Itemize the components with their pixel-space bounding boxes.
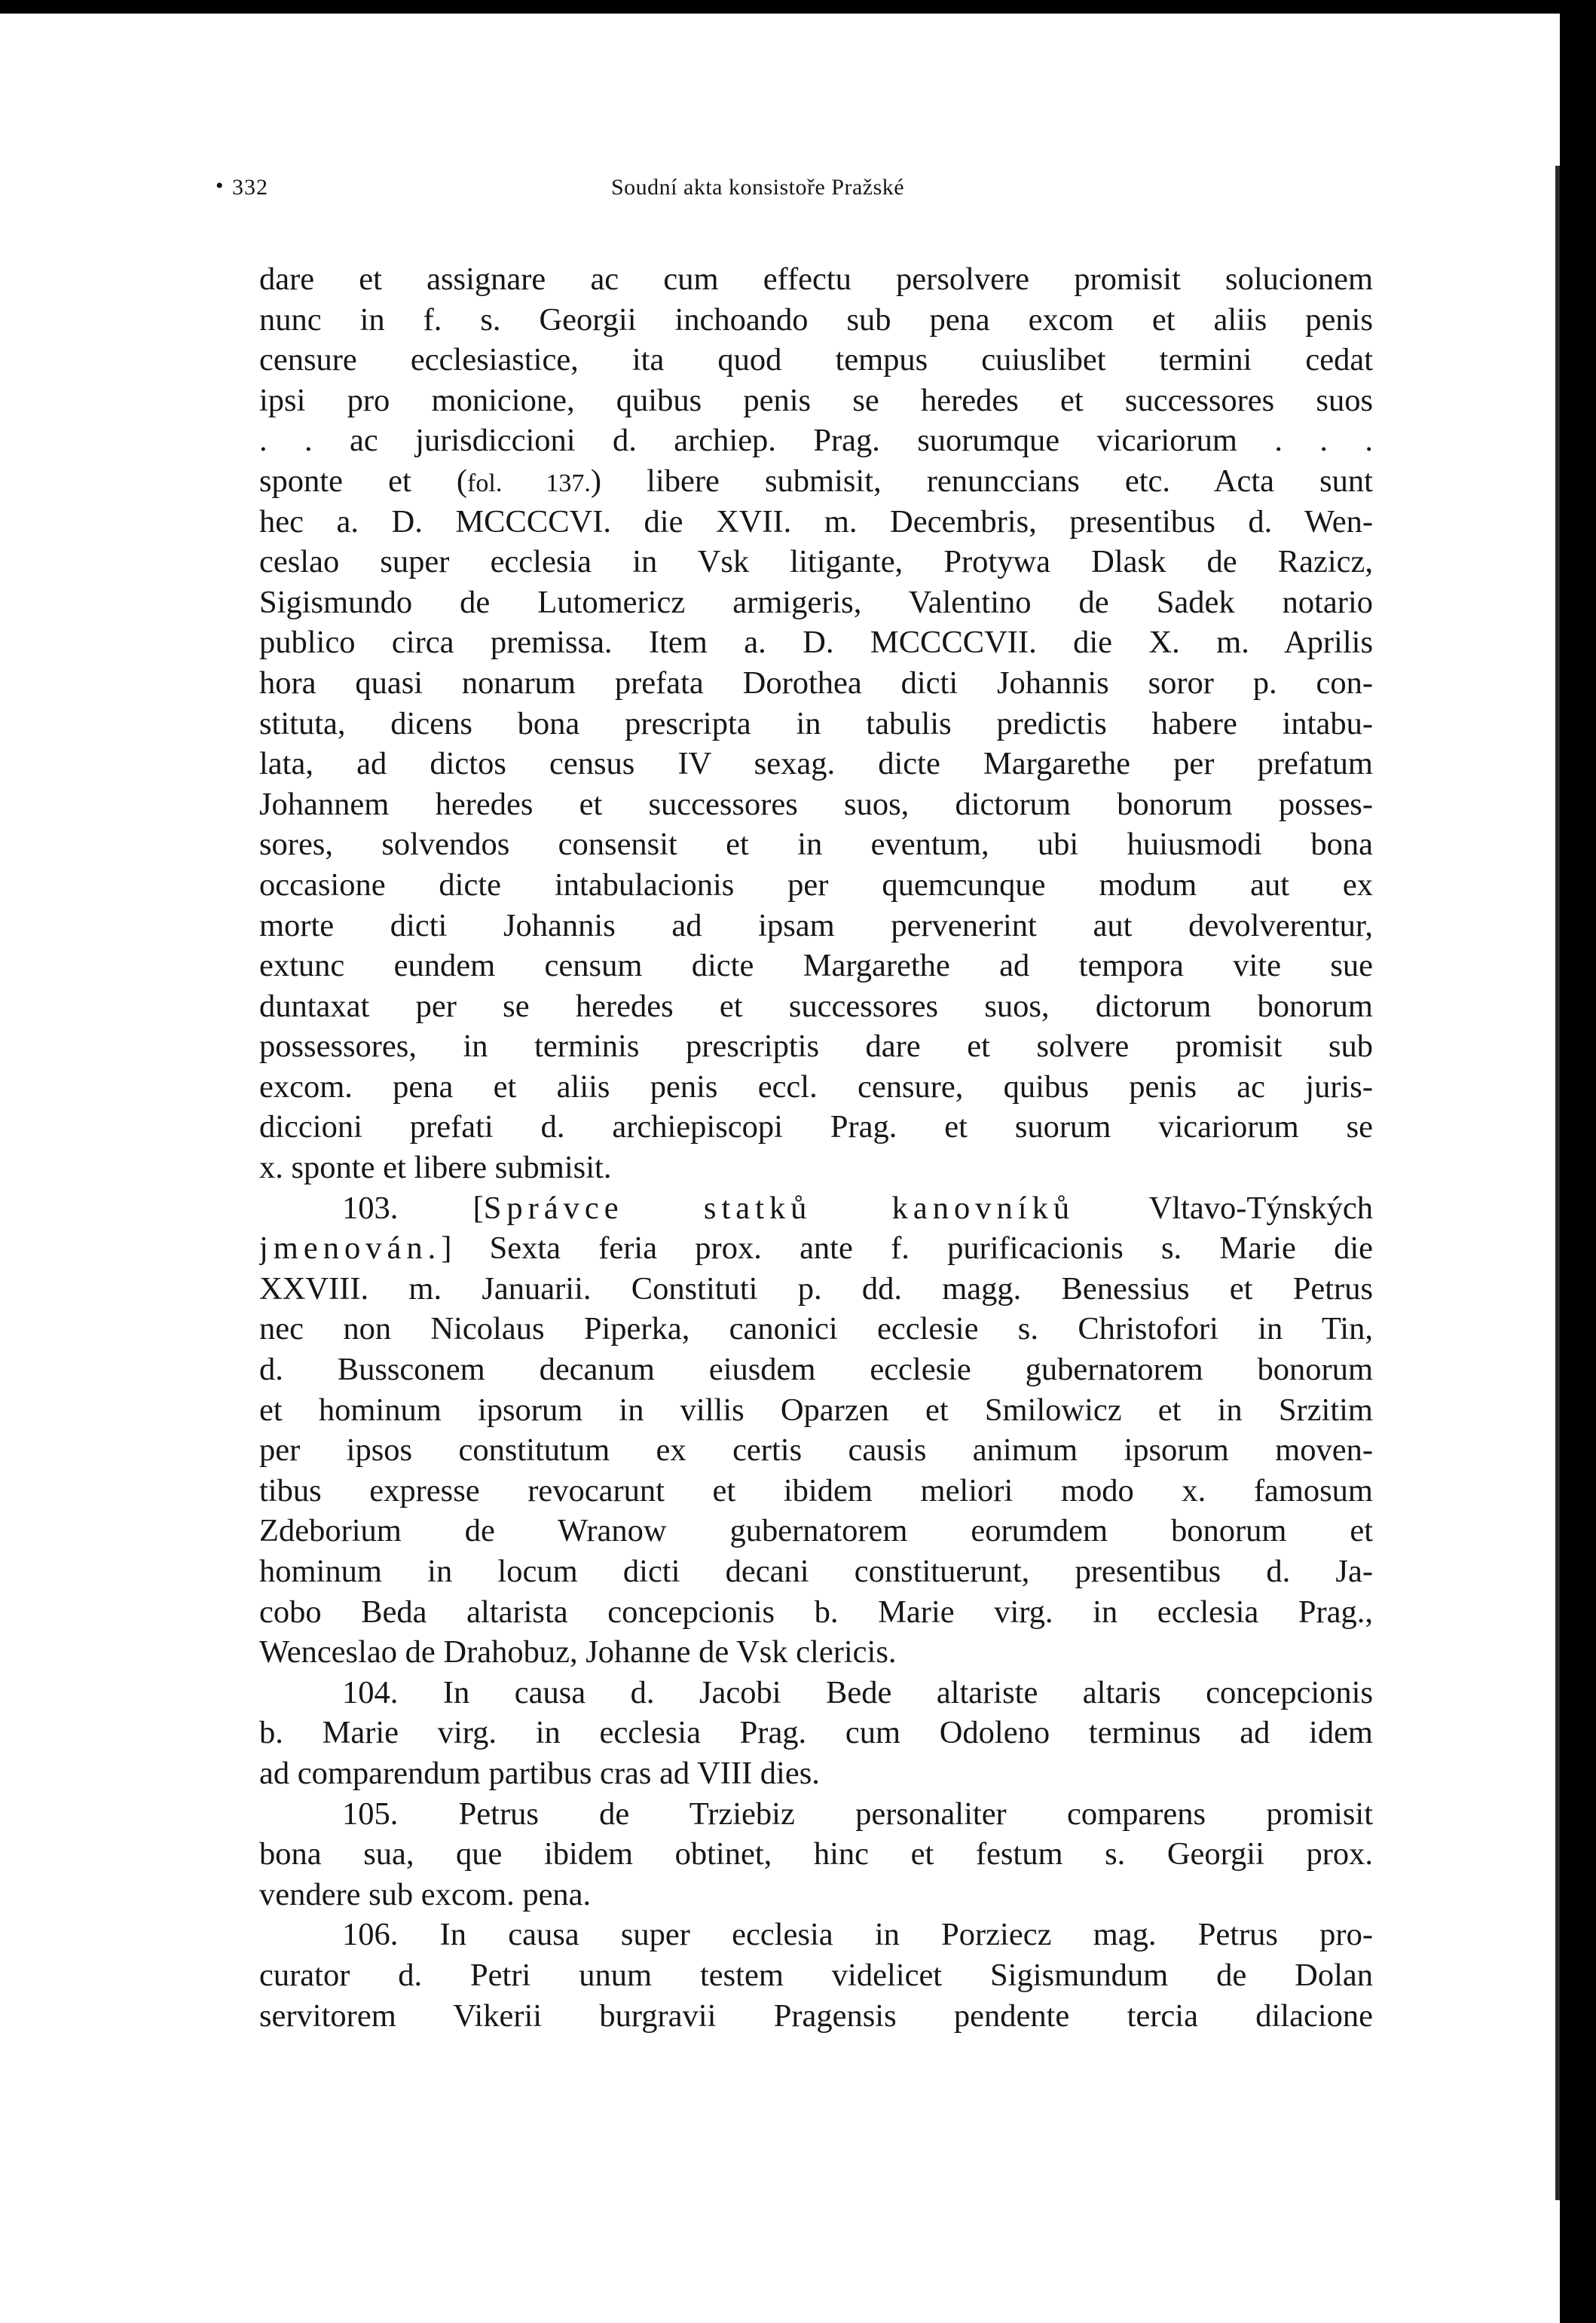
text-line: extunc eundem censum dicte Margarethe ad tempora vite sue [259, 948, 1373, 984]
text-line: ad comparendum partibus cras ad VIII dies. [259, 1755, 820, 1791]
text-line: et hominum ipsorum in villis Oparzen et Smilowicz et in Srzitim [259, 1392, 1373, 1428]
text-line: duntaxat per se heredes et successores suos, dictorum bonorum [259, 988, 1373, 1024]
text-fragment: 103. [ [342, 1190, 484, 1226]
text-line: nec non Nicolaus Piperka, canonici ecclesie s. Christofori in Tin, [259, 1311, 1373, 1347]
entry-106-first-line: 106. In causa super ecclesia in Porziecz mag. Petrus pro- [342, 1917, 1373, 1953]
spaced-heading: Správce statků kanovníků [483, 1190, 1075, 1226]
text-line: occasione dicte intabulacionis per quemcunque modum aut ex [259, 867, 1373, 903]
text-line: stituta, dicens bona prescripta in tabulis predictis habere intabu- [259, 705, 1373, 741]
text-line: sores, solvendos consensit et in eventum, ubi huiusmodi bona [259, 827, 1373, 863]
text-line: morte dicti Johannis ad ipsam pervenerint aut devolverentur, [259, 907, 1373, 943]
text-line: Wenceslao de Drahobuz, Johanne de Vsk clericis. [259, 1634, 897, 1670]
text-line: Johannem heredes et successores suos, dictorum bonorum posses- [259, 786, 1373, 822]
text-line: publico circa premissa. Item a. D. MCCCCVII. die X. m. Aprilis [259, 625, 1373, 661]
text-fragment: ] Sexta feria prox. ante f. purificacionis s. Marie die [441, 1230, 1373, 1267]
text-line: lata, ad dictos census IV sexag. dicte Margarethe per prefatum [259, 746, 1373, 782]
text-line: tibus expresse revocarunt et ibidem meliori modo x. famosum [259, 1472, 1373, 1508]
text-line: nunc in f. s. Georgii inchoando sub pena excom et aliis penis [259, 301, 1373, 338]
header-bullet: • [216, 173, 224, 198]
text-fragment: ) libere submisit, renunccians etc. Acta sunt [590, 463, 1373, 499]
entry-103-heading-line [259, 1188, 1373, 1229]
text-line [259, 1228, 1373, 1269]
body-text [259, 259, 1373, 2036]
entry-105-first-line: 105. Petrus de Trziebiz personaliter comparens promisit [342, 1796, 1373, 1832]
text-line: hominum in locum dicti decani constituerunt, presentibus d. Ja- [259, 1554, 1373, 1589]
text-fragment: Vltavo-Týnských [1075, 1190, 1373, 1226]
text-line: d. Bussconem decanum eiusdem ecclesie gubernatorem bonorum [259, 1352, 1373, 1388]
text-line: diccioni prefati d. archiepiscopi Prag. et suorum vicariorum se [259, 1109, 1373, 1145]
scan-border-shadow [1555, 166, 1560, 2200]
text-line: . . ac jurisdiccioni d. archiep. Prag. suorumque vicariorum . . . [259, 423, 1373, 459]
spaced-heading: jmenován. [259, 1230, 442, 1267]
text-line: servitorem Vikerii burgravii Pragensis pendente tercia dilacione [259, 1997, 1373, 2034]
text-line: cobo Beda altarista concepcionis b. Marie virg. in ecclesia Prag., [259, 1594, 1373, 1630]
text-line: hec a. D. MCCCCVI. die XVII. m. Decembris, presentibus d. Wen- [259, 503, 1373, 539]
scan-border-right [1560, 0, 1596, 2323]
scan-border-top [0, 0, 1596, 14]
text-line: XXVIII. m. Januarii. Constituti p. dd. magg. Benessius et Petrus [259, 1270, 1373, 1307]
text-line: dare et assignare ac cum effectu persolvere promisit solucionem [259, 261, 1373, 297]
text-line: bona sua, que ibidem obtinet, hinc et festum s. Georgii prox. [259, 1836, 1373, 1872]
text-line: b. Marie virg. in ecclesia Prag. cum Odoleno terminus ad idem [259, 1715, 1373, 1751]
folio-reference: fol. 137. [467, 469, 591, 497]
text-line: Zdeborium de Wranow gubernatorem eorumdem bonorum et [259, 1513, 1373, 1549]
text-line [259, 461, 1373, 502]
text-line: per ipsos constitutum ex certis causis animum ipsorum moven- [259, 1432, 1373, 1469]
text-line: x. sponte et libere submisit. [259, 1150, 612, 1186]
text-line: ipsi pro monicione, quibus penis se heredes et successores suos [259, 382, 1373, 418]
text-line: censure ecclesiastice, ita quod tempus cuiuslibet termini cedat [259, 342, 1373, 378]
running-title: Soudní akta konsistoře Pražské [611, 175, 905, 200]
text-line: excom. pena et aliis penis eccl. censure, quibus penis ac juris- [259, 1068, 1373, 1105]
text-line: hora quasi nonarum prefata Dorothea dicti Johannis soror p. con- [259, 665, 1373, 701]
page-header [216, 175, 1368, 205]
text-line: possessores, in terminis prescriptis dare et solvere promisit sub [259, 1029, 1373, 1065]
text-line: vendere sub excom. pena. [259, 1876, 592, 1912]
text-line: ceslao super ecclesia in Vsk litigante, Protywa Dlask de Razicz, [259, 544, 1373, 580]
text-fragment: sponte et ( [259, 463, 468, 499]
page-number: 332 [232, 175, 268, 200]
entry-104-first-line: 104. In causa d. Jacobi Bede altariste altaris concepcionis [342, 1674, 1373, 1710]
text-line: Sigismundo de Lutomericz armigeris, Valentino de Sadek notario [259, 584, 1373, 620]
text-line: curator d. Petri unum testem videlicet Sigismundum de Dolan [259, 1957, 1373, 1993]
